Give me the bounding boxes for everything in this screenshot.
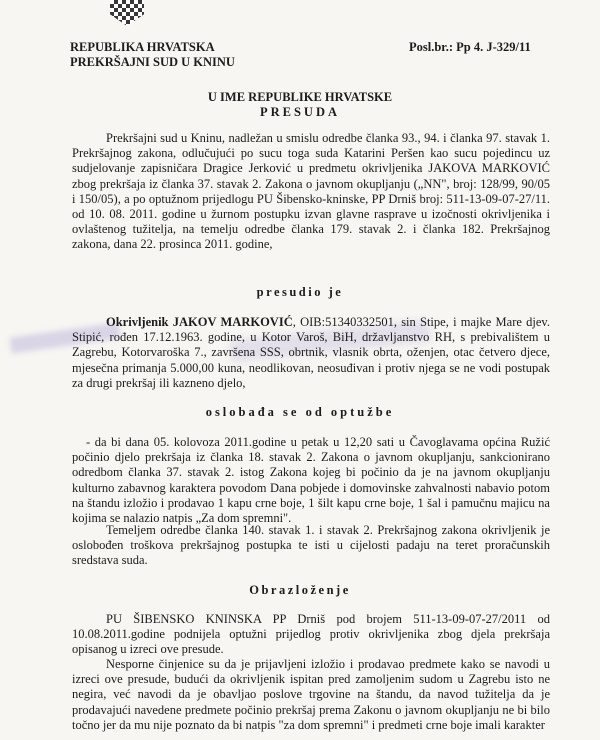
verdict-title bbox=[0, 90, 600, 120]
intro-paragraph: Prekršajni sud u Kninu, nadležan u smislu odredbe članka 93., 94. i članka 97. stavak 1. Prekršajnog zakona, odlučujući po sucu toga suda Katarini Peršen kao sucu pojedincu uz sudjelovanje zapisničara Dragice Jerković u predmetu okrivljenika JAKOVA MARKOVIĆ zbog prekršaja iz članka 37. stavak 2. Zakona o javnom okupljanju („NN", broj: 128/99, 90/05 i 150/05), a po optužnom prijedlogu PU Šibensko-kninske, PP Drniš broj: 511-13-09-07-27/11. od 10. 08. 2011. godine u žurnom postupku izvan glavne rasprave u izočnosti okrivljenika i ovlaštenog tužitelja, na temelju odredbe članka 179. stavak 2. i članka 182. Prekršajnog zakona, dana 22. prosinca 2011. godine, bbox=[72, 131, 550, 252]
reasoning-paragraph-1: PU ŠIBENSKO KNINSKA PP Drniš pod brojem 511-13-09-07-27/2011 od 10.08.2011.godine podnijela optužni prijedlog protiv okrivljenika zbog djela prekršaja opisanog u izreci ove presude. bbox=[72, 612, 550, 657]
defendant-name: Okrivljenik JAKOV MARKOVIĆ bbox=[106, 315, 293, 329]
court-country: REPUBLIKA HRVATSKA bbox=[70, 40, 215, 54]
case-number: Posl.br.: Pp 4. J-329/11 bbox=[409, 40, 531, 54]
reasoning-paragraph-2: Nesporne činjenice su da je prijavljeni izložio i prodavao predmete kako se navodi u izreci ove presude, budući da okrivljenik ispitan pred zamoljenim sudom u Zagrebu isto ne negira, već navodi da je obavljao poslove trgovine na štandu, da navod tužitelja da je prodavajući navedene predmete počinio prekršaj prema Zakonu o javnom okupljanju ne bi bilo točno jer da mu nije poznato da bi natpis "za dom spremni" i predmeti crne boje imali karakter bbox=[72, 657, 550, 732]
croatian-coat-of-arms-icon bbox=[110, 0, 144, 26]
acquitted-heading: oslobađa se od optužbe bbox=[205, 405, 395, 419]
charge-paragraph: - da bi dana 05. kolovoza 2011.godine u petak u 12,20 sati u Čavoglavama općina Ružić počinio djelo prekršaja iz članka 18. stavak 2. Zakona o javnom okupljanju, sankcionirano odredbom članka 37. stavak 2. istog Zakona kojeg bi počinio da je na javnom okupljanju kulturno zabavnog karaktera povodom Dana pobjede i domovinske zahvalnosti nabavio potom na štandu izložio i prodavao 1 kapu crne boje, 1 šilt kapu crne boje, 1 šal i pamučnu majicu na kojima se nalazio natpis „Za dom spremni". bbox=[72, 435, 550, 526]
costs-paragraph: Temeljem odredbe članka 140. stavak 1. i stavak 2. Prekršajnog zakona okrivljenik je oslobođen troškova prekršajnog postupka te isti u cijelosti padaju na teret proračunskih sredstava suda. bbox=[72, 523, 550, 568]
verdict-word: PRESUDA bbox=[259, 105, 341, 119]
in-the-name-line: U IME REPUBLIKE HRVATSKE bbox=[207, 90, 393, 104]
court-header bbox=[70, 40, 235, 70]
court-name: PREKRŠAJNI SUD U KNINU bbox=[70, 55, 235, 69]
defendant-paragraph bbox=[72, 315, 550, 391]
ruled-heading: presudio je bbox=[256, 285, 344, 299]
reasoning-heading: Obrazloženje bbox=[249, 583, 351, 597]
defendant-details: , OIB:51340332501, sin Stipe, i majke Mare djev. Stipić, rođen 17.12.1963. godine, u Kotor Varoš, BiH, državljanstvo RH, s prebivalištem u Zagrebu, Kotorvaroška 7., završena SSS, obrtnik, vlasnik obrta, oženjen, otac četvero djece, mjesečna primanja 5.000,00 kuna, neodlikovan, neosuđivan i protiv njega se ne vodi postupak za drugi prekršaj ili kazneno djelo, bbox=[72, 315, 550, 390]
